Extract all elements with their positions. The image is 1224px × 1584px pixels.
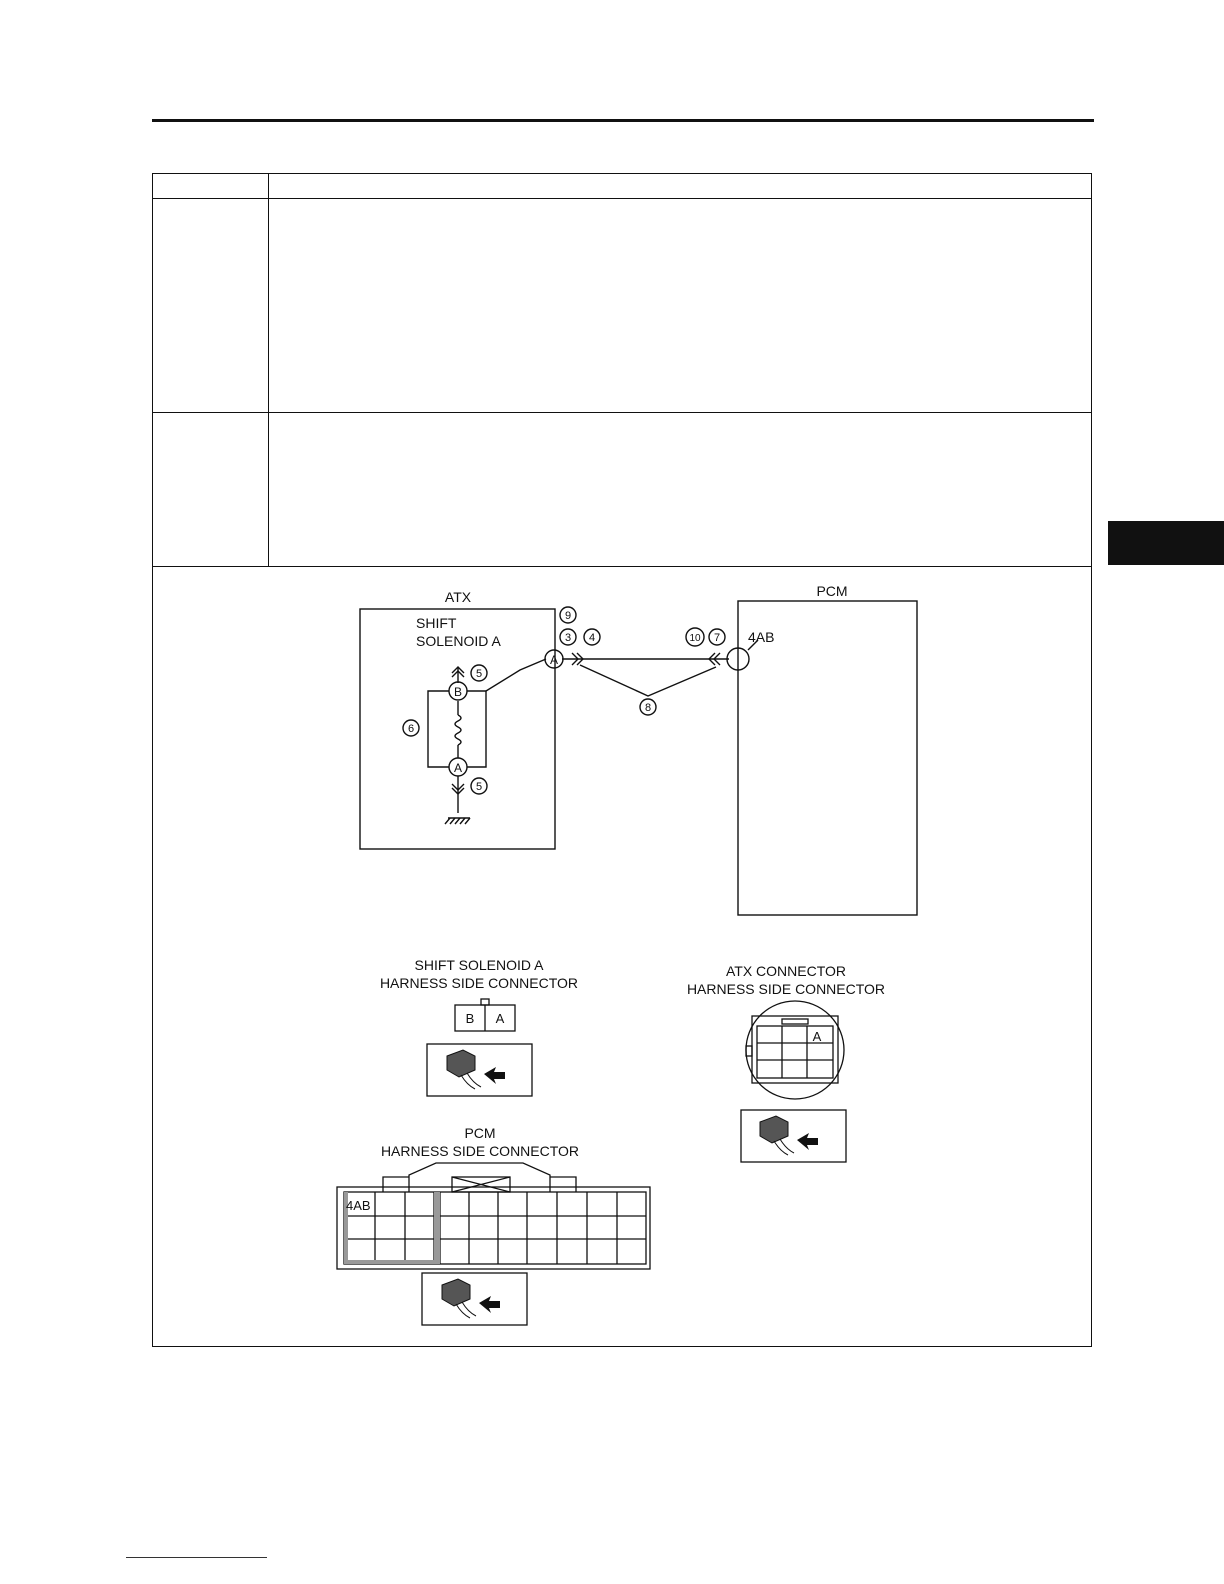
solenoid-terminal-a: A <box>453 761 463 775</box>
pcm-connector-face <box>337 1163 650 1269</box>
callout-3: 3 <box>564 632 572 644</box>
shift-solenoid-label-1: SHIFT <box>416 615 457 631</box>
shift-solenoid-pin-a: A <box>495 1011 505 1026</box>
pcm-label: PCM <box>816 583 848 599</box>
solenoid-terminal-b: B <box>453 685 463 699</box>
coil-symbol-icon <box>455 715 461 745</box>
callout-10: 10 <box>689 633 701 644</box>
atx-connector-pin-a: A <box>812 1029 822 1044</box>
atx-connector-title-2: HARNESS SIDE CONNECTOR <box>686 981 886 997</box>
footer-link-rule <box>126 1557 267 1558</box>
ground-symbol-icon <box>445 818 470 824</box>
connector-probe-icon <box>741 1110 846 1162</box>
atx-connector-face <box>746 1001 844 1099</box>
callout-8: 8 <box>644 702 652 714</box>
connector-probe-icon <box>422 1273 527 1325</box>
callout-6: 6 <box>407 723 415 735</box>
pcm-terminal-label: 4AB <box>748 629 775 645</box>
pcm-connector-pin-4ab: 4AB <box>346 1198 371 1213</box>
callout-4: 4 <box>588 632 596 644</box>
atx-connector-title-1: ATX CONNECTOR <box>725 963 847 979</box>
atx-label: ATX <box>444 589 472 605</box>
shift-solenoid-label-2: SOLENOID A <box>416 633 501 649</box>
callout-5-top: 5 <box>475 668 483 680</box>
pcm-box <box>738 601 917 915</box>
atx-connector-terminal-a: A <box>549 653 559 667</box>
shift-solenoid-connector-title-1: SHIFT SOLENOID A <box>414 957 544 973</box>
shift-solenoid-connector-face <box>455 999 515 1031</box>
callout-9: 9 <box>564 610 572 622</box>
shift-solenoid-connector-title-2: HARNESS SIDE CONNECTOR <box>379 975 579 991</box>
callout-5-bottom: 5 <box>475 781 483 793</box>
shift-solenoid-pin-b: B <box>465 1011 475 1026</box>
callout-7: 7 <box>713 632 721 644</box>
pcm-connector-title-1: PCM <box>464 1125 496 1141</box>
connector-probe-icon <box>427 1044 532 1096</box>
pcm-connector-title-2: HARNESS SIDE CONNECTOR <box>380 1143 580 1159</box>
